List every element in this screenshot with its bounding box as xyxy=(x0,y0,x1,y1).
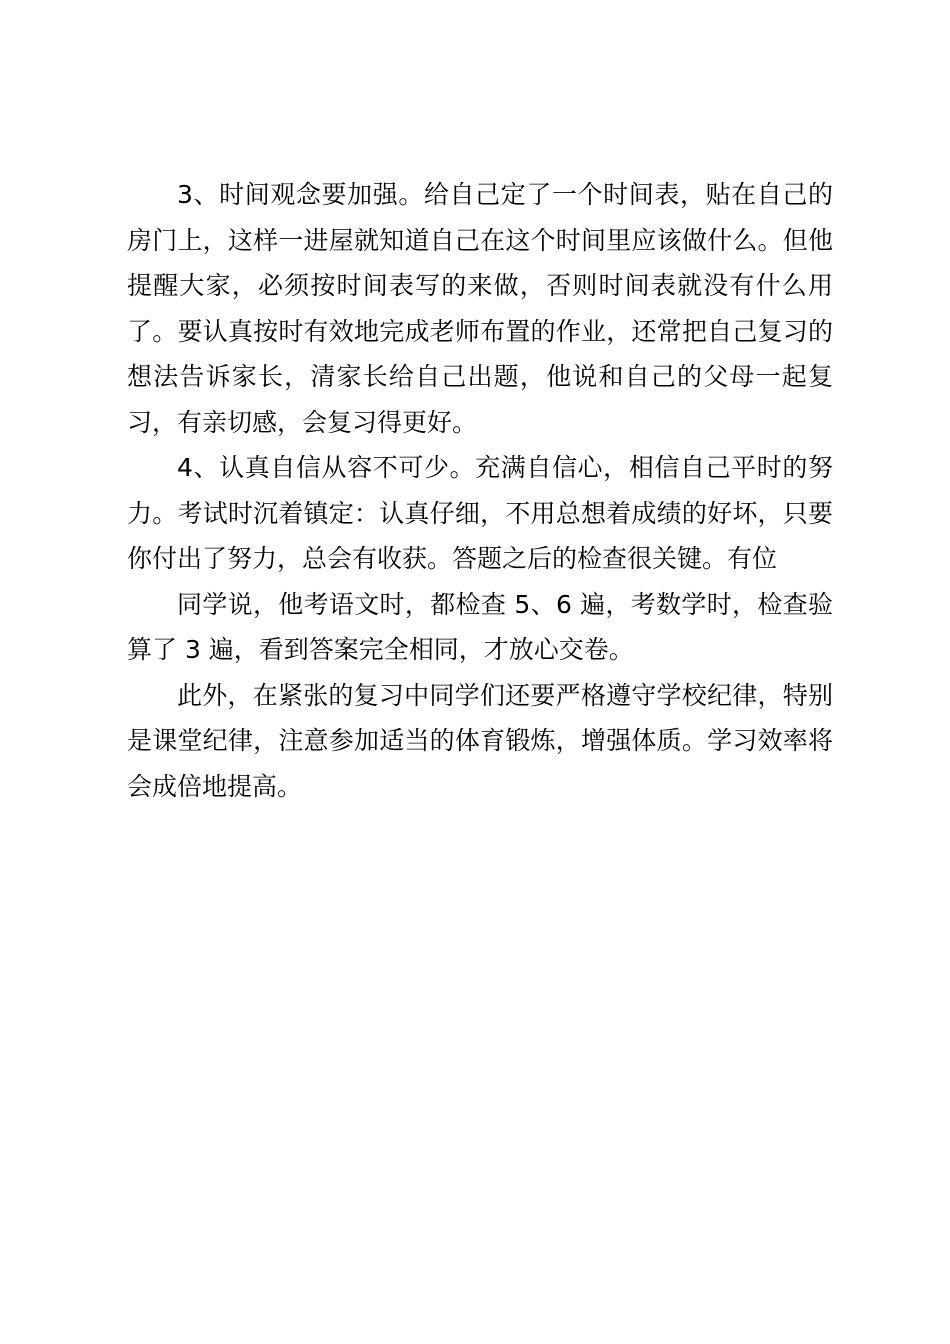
paragraph-time-management: 3、时间观念要加强。给自己定了一个时间表，贴在自己的房门上，这样一进屋就知道自己在这个时间里应该做什么。但他提醒大家，必须按时间表写的来做，否则时间表就没有什么用了。要认真按时有效地完成老师布置的作业，还常把自己复习的想法告诉家长，清家长给自己出题，他说和自己的父母一起复习，有亲切感，会复习得更好。 xyxy=(127,180,833,437)
paragraph-checking-answers: 同学说，他考语文时，都检查 5、6 遍，考数学时，检查验算了 3 遍，看到答案完全相同，才放心交卷。 xyxy=(127,589,833,664)
paragraph-discipline: 此外，在紧张的复习中同学们还要严格遵守学校纪律，特别是课堂纪律，注意参加适当的体育锻炼，增强体质。学习效率将会成倍地提高。 xyxy=(127,680,833,801)
document-body xyxy=(127,172,833,809)
paragraph-confidence: 4、认真自信从容不可少。充满自信心，相信自己平时的努力。考试时沉着镇定：认真仔细，不用总想着成绩的好坏，只要你付出了努力，总会有收获。答题之后的检查很关键。有位 xyxy=(127,453,833,573)
